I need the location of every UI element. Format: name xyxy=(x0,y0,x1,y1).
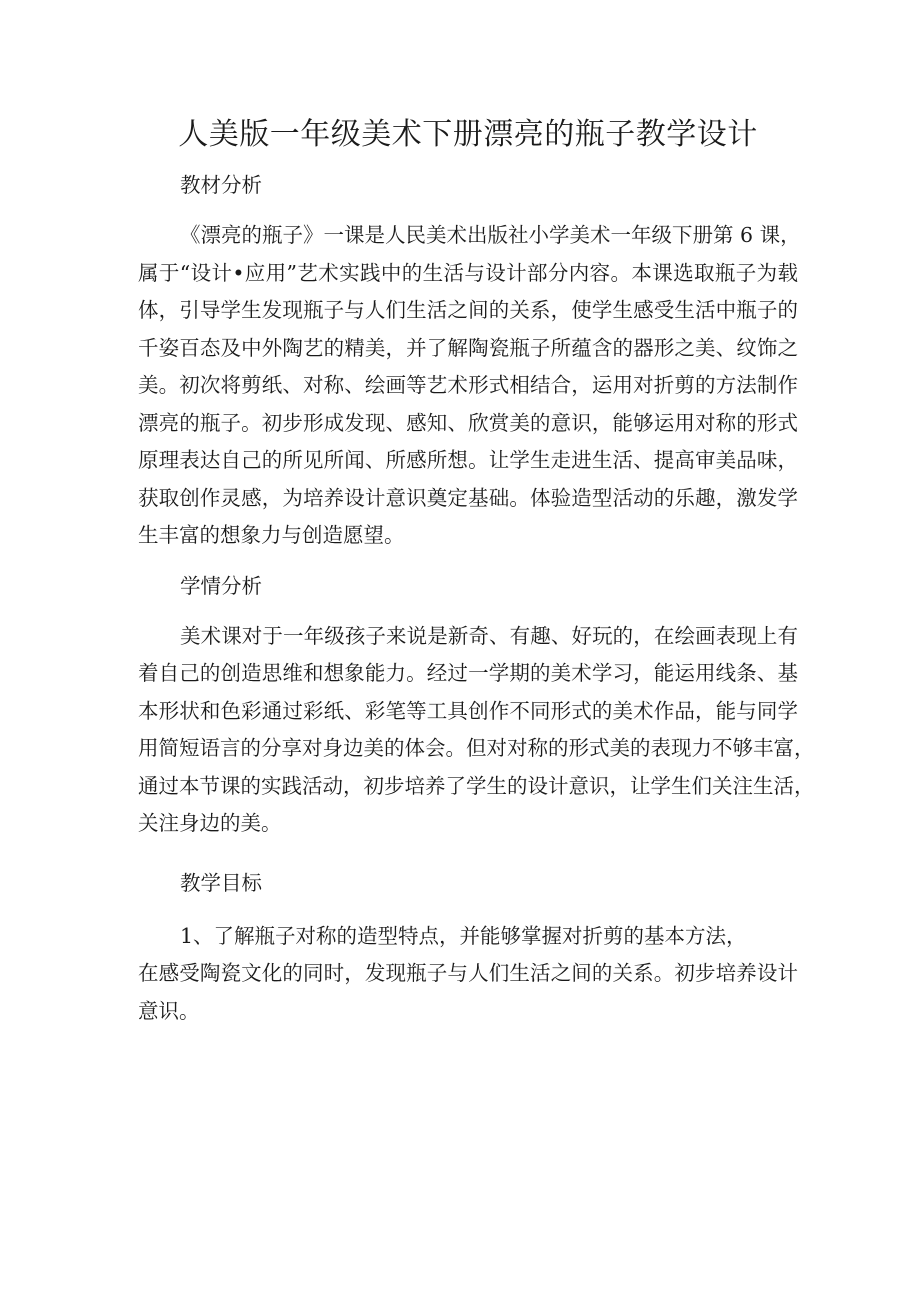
paragraph-textbook-analysis xyxy=(138,217,801,555)
paragraph-line: 本形状和色彩通过彩纸、彩笔等工具创作不同形式的美术作品，能与同学 xyxy=(138,698,798,723)
document-title: 人美版一年级美术下册漂亮的瓶子教学设计 xyxy=(178,117,758,152)
paragraph-teaching-objectives xyxy=(138,918,798,1031)
paragraph-line: 用简短语言的分享对身边美的体会。但对对称的形式美的表现力不够丰富， xyxy=(138,736,815,760)
paragraph-line: 原理表达自己的所见所闻、所感所想。让学生走进生活、提高审美品味， xyxy=(138,448,798,472)
section-heading-teaching-objectives: 教学目标 xyxy=(180,870,262,895)
document-page xyxy=(138,110,815,1030)
paragraph-line: 美术课对于一年级孩子来说是新奇、有趣、好玩的，在绘画表现上有 xyxy=(180,623,798,648)
paragraph-line: 意识。 xyxy=(138,998,200,1023)
section-heading-textbook-analysis: 教材分析 xyxy=(180,173,262,197)
paragraph-line: 着自己的创造思维和想象能力。经过一学期的美术学习，能运用线条、基 xyxy=(138,661,798,685)
paragraph-line: 生丰富的想象力与创造愿望。 xyxy=(138,523,405,547)
paragraph-line: 1、了解瓶子对称的造型特点，并能够掌握对折剪的基本方法， xyxy=(180,923,747,948)
paragraph-learner-analysis xyxy=(138,618,815,843)
paragraph-line: 千姿百态及中外陶艺的精美，并了解陶瓷瓶子所蕴含的器形之美、纹饰之 xyxy=(138,335,798,360)
paragraph-line: 《漂亮的瓶子》一课是人民美术出版社小学美术一年级下册第 6 课， xyxy=(180,223,801,247)
paragraph-line: 获取创作灵感，为培养设计意识奠定基础。体验造型活动的乐趣，激发学 xyxy=(138,485,798,510)
paragraph-line: 美。初次将剪纸、对称、绘画等艺术形式相结合，运用对折剪的方法制作 xyxy=(138,373,798,397)
paragraph-line: 通过本节课的实践活动，初步培养了学生的设计意识，让学生们关注生活， xyxy=(138,773,815,798)
paragraph-line: 关注身边的美。 xyxy=(138,811,282,835)
paragraph-line: 漂亮的瓶子。初步形成发现、感知、欣赏美的意识，能够运用对称的形式 xyxy=(138,410,798,435)
paragraph-line: 属于“设计•应用”艺术实践中的生活与设计部分内容。本课选取瓶子为载 xyxy=(138,260,798,285)
paragraph-line: 在感受陶瓷文化的同时，发现瓶子与人们生活之间的关系。初步培养设计 xyxy=(138,961,798,985)
paragraph-line: 体，引导学生发现瓶子与人们生活之间的关系，使学生感受生活中瓶子的 xyxy=(138,298,798,322)
section-heading-learner-analysis: 学情分析 xyxy=(180,573,262,598)
